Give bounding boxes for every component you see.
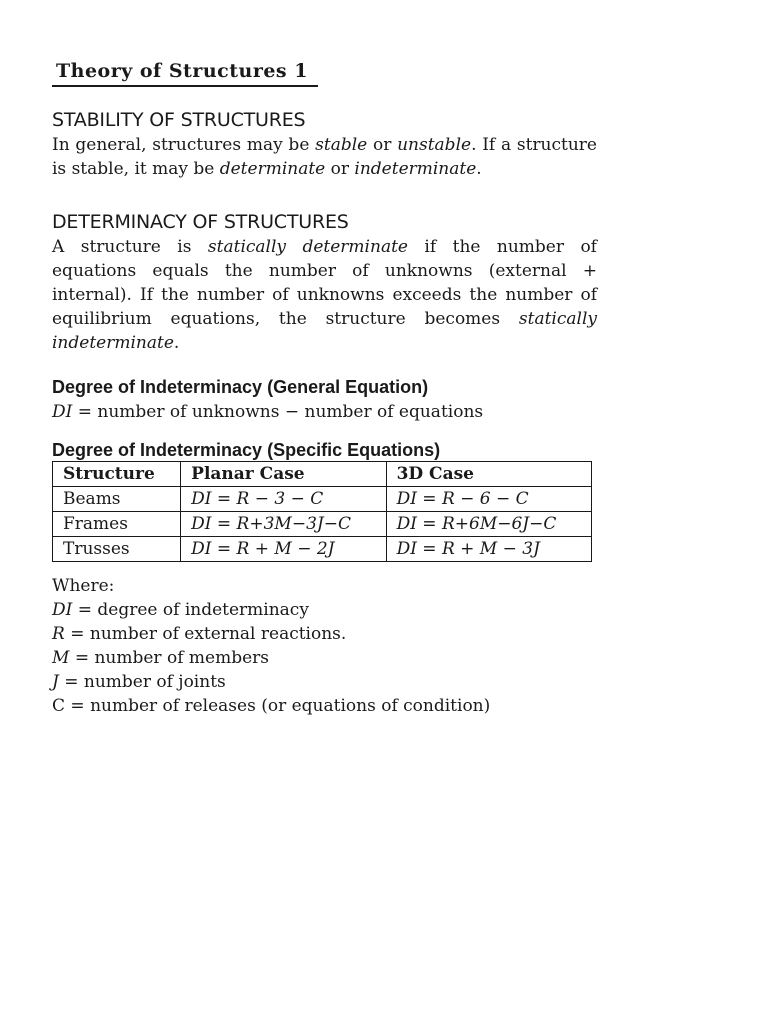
equation-symbol: DI bbox=[52, 402, 73, 422]
determinacy-paragraph bbox=[52, 235, 597, 355]
definition-text: = number of releases (or equations of condition) bbox=[65, 696, 491, 716]
text-run: . If a structure is stable, it may be bbox=[52, 135, 597, 179]
definition-symbol: M bbox=[52, 648, 70, 668]
3d-formula-cell: DI = R+6M−6J−C bbox=[386, 512, 591, 537]
text-run: or bbox=[367, 135, 398, 155]
header-planar-case: Planar Case bbox=[181, 462, 386, 487]
text-run: . bbox=[173, 333, 180, 353]
definition-item bbox=[52, 622, 597, 646]
planar-formula-cell: DI = R − 3 − C bbox=[181, 487, 386, 512]
equation-text: = number of unknowns − number of equations bbox=[72, 402, 484, 422]
3d-formula-cell: DI = R + M − 3J bbox=[386, 537, 591, 562]
definition-item bbox=[52, 694, 597, 718]
text-run: In general, structures may be bbox=[52, 135, 316, 155]
structure-cell: Frames bbox=[53, 512, 181, 537]
emphasis-determinate: determinate bbox=[219, 159, 326, 179]
specific-equations-heading: Degree of Indeterminacy (Specific Equations) bbox=[52, 440, 441, 460]
structure-cell: Beams bbox=[53, 487, 181, 512]
header-3d-case: 3D Case bbox=[386, 462, 591, 487]
table-header-row bbox=[53, 462, 592, 487]
table-row bbox=[53, 512, 592, 537]
stability-paragraph bbox=[52, 133, 597, 181]
emphasis-indeterminate: indeterminate bbox=[354, 159, 477, 179]
where-label: Where: bbox=[52, 576, 115, 596]
structure-cell: Trusses bbox=[53, 537, 181, 562]
emphasis-unstable: unstable bbox=[397, 135, 472, 155]
emphasis-stable: stable bbox=[315, 135, 368, 155]
where-section bbox=[52, 574, 597, 718]
header-structure: Structure bbox=[53, 462, 181, 487]
table-row bbox=[53, 537, 592, 562]
definition-symbol: R bbox=[52, 624, 65, 644]
text-run: if the number of equations equals the number of unknowns (external + internal). If the number of unknowns exceeds the number of equilibrium equations, the structure becomes bbox=[52, 237, 597, 329]
text-run: or bbox=[325, 159, 355, 179]
specific-equations-table bbox=[52, 461, 592, 562]
definition-item bbox=[52, 670, 597, 694]
text-run: . bbox=[476, 159, 482, 179]
definition-item bbox=[52, 646, 597, 670]
definition-symbol: J bbox=[52, 672, 59, 692]
definition-symbol: DI bbox=[52, 600, 73, 620]
definition-item bbox=[52, 598, 597, 622]
planar-formula-cell: DI = R+3M−3J−C bbox=[181, 512, 386, 537]
definition-text: = number of joints bbox=[58, 672, 226, 692]
definition-text: = degree of indeterminacy bbox=[72, 600, 309, 620]
determinacy-heading: DETERMINACY OF STRUCTURES bbox=[52, 211, 349, 233]
emphasis-statically-determinate: statically determinate bbox=[207, 237, 408, 257]
definition-text: = number of members bbox=[69, 648, 269, 668]
text-run: A structure is bbox=[52, 237, 208, 257]
definition-text: = number of external reactions. bbox=[64, 624, 347, 644]
3d-formula-cell: DI = R − 6 − C bbox=[386, 487, 591, 512]
definition-symbol: C bbox=[52, 696, 66, 716]
general-equation bbox=[52, 400, 597, 424]
general-equation-heading: Degree of Indeterminacy (General Equation) bbox=[52, 377, 429, 397]
table-row bbox=[53, 487, 592, 512]
stability-heading: STABILITY OF STRUCTURES bbox=[52, 109, 306, 131]
emphasis-statically-indeterminate: statically indeterminate bbox=[52, 309, 597, 353]
document-title: Theory of Structures 1 bbox=[52, 60, 318, 87]
document-page bbox=[52, 60, 597, 718]
planar-formula-cell: DI = R + M − 2J bbox=[181, 537, 386, 562]
